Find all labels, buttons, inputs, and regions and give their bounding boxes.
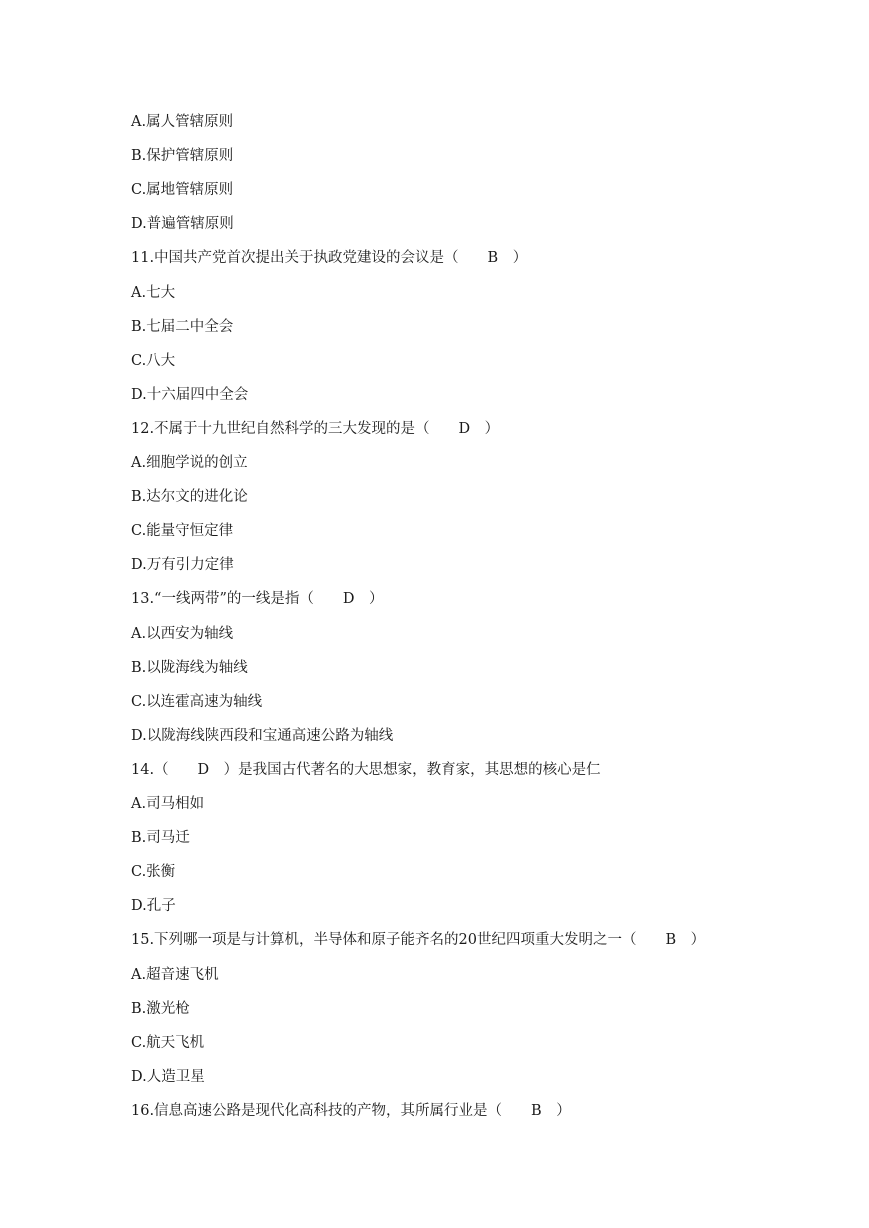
option-line: C.能量守恒定律 bbox=[131, 523, 234, 539]
option-line: D.普遍管辖原则 bbox=[131, 216, 234, 232]
question-line: 13.“一线两带”的一线是指（ D ） bbox=[131, 591, 384, 607]
option-line: C.属地管辖原则 bbox=[131, 182, 234, 198]
question-line: 16.信息高速公路是现代化高科技的产物，其所属行业是（ B ） bbox=[131, 1103, 571, 1119]
option-line: A.以西安为轴线 bbox=[131, 626, 234, 642]
option-line: D.十六届四中全会 bbox=[131, 387, 249, 403]
option-line: B.保护管辖原则 bbox=[131, 148, 234, 164]
question-line: 11.中国共产党首次提出关于执政党建设的会议是（ B ） bbox=[131, 250, 528, 266]
option-line: C.以连霍高速为轴线 bbox=[131, 694, 263, 710]
option-line: B.激光枪 bbox=[131, 1001, 190, 1017]
option-line: B.七届二中全会 bbox=[131, 319, 234, 335]
question-line: 15.下列哪一项是与计算机，半导体和原子能齐名的20世纪四项重大发明之一（ B ） bbox=[131, 932, 706, 948]
question-line: 12.不属于十九世纪自然科学的三大发现的是（ D ） bbox=[131, 421, 500, 437]
question-line: 14.（ D ）是我国古代著名的大思想家，教育家，其思想的核心是仁 bbox=[131, 762, 601, 778]
option-line: B.以陇海线为轴线 bbox=[131, 660, 248, 676]
option-line: B.司马迁 bbox=[131, 830, 190, 846]
option-line: C.张衡 bbox=[131, 864, 176, 880]
option-line: D.人造卫星 bbox=[131, 1069, 205, 1085]
option-line: B.达尔文的进化论 bbox=[131, 489, 248, 505]
option-line: C.航天飞机 bbox=[131, 1035, 205, 1051]
option-line: A.超音速飞机 bbox=[131, 967, 219, 983]
option-line: A.七大 bbox=[131, 285, 176, 301]
option-line: A.细胞学说的创立 bbox=[131, 455, 248, 471]
option-line: D.万有引力定律 bbox=[131, 557, 234, 573]
option-line: A.司马相如 bbox=[131, 796, 205, 812]
option-line: D.以陇海线陕西段和宝通高速公路为轴线 bbox=[131, 728, 394, 744]
option-line: A.属人管辖原则 bbox=[131, 114, 234, 130]
option-line: C.八大 bbox=[131, 353, 176, 369]
option-line: D.孔子 bbox=[131, 898, 176, 914]
